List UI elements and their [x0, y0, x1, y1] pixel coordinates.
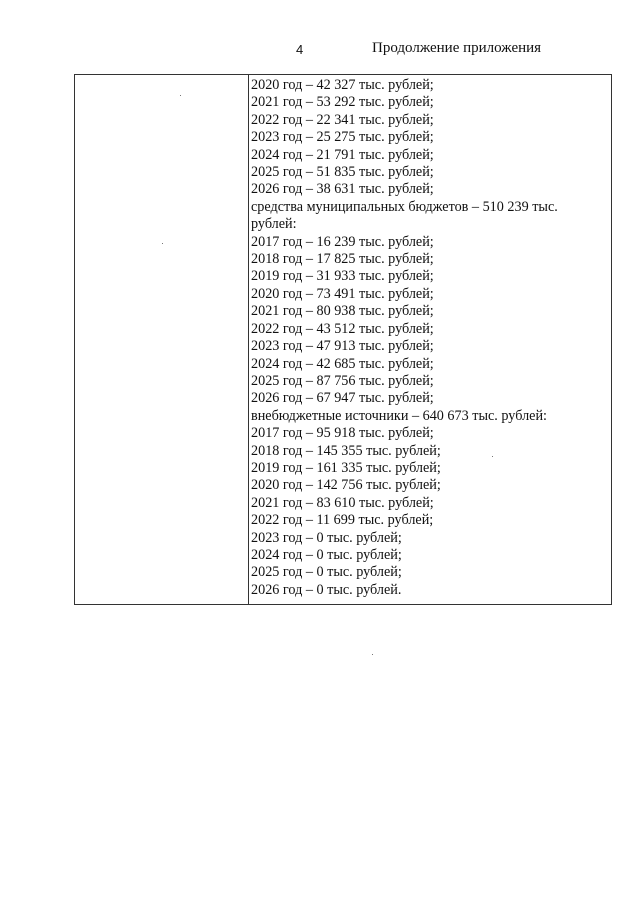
table-line: 2017 год – 16 239 тыс. рублей;: [251, 233, 434, 250]
table-line: 2019 год – 31 933 тыс. рублей;: [251, 268, 434, 285]
table-line: 2023 год – 47 913 тыс. рублей;: [251, 338, 434, 355]
table-line: 2020 год – 142 756 тыс. рублей;: [251, 477, 441, 494]
table-left-cell: [75, 75, 249, 604]
table-line: средства муниципальных бюджетов – 510 239 тыс.: [251, 198, 558, 215]
table-line: 2024 год – 21 791 тыс. рублей;: [251, 146, 434, 163]
table-line: 2021 год – 80 938 тыс. рублей;: [251, 303, 434, 320]
table-line: внебюджетные источники – 640 673 тыс. рублей:: [251, 407, 547, 424]
table-line: 2022 год – 22 341 тыс. рублей;: [251, 111, 434, 128]
table-line: 2025 год – 51 835 тыс. рублей;: [251, 164, 434, 181]
table-line: 2024 год – 0 тыс. рублей;: [251, 546, 402, 563]
table-line: 2019 год – 161 335 тыс. рублей;: [251, 459, 441, 476]
scan-speck: [492, 456, 493, 457]
table-line: 2026 год – 0 тыс. рублей.: [251, 581, 402, 598]
page-number: 4: [296, 42, 304, 57]
table-line: 2026 год – 67 947 тыс. рублей;: [251, 390, 434, 407]
table-line: 2024 год – 42 685 тыс. рублей;: [251, 355, 434, 372]
table-line: 2020 год – 42 327 тыс. рублей;: [251, 77, 434, 93]
table-line: 2025 год – 87 756 тыс. рублей;: [251, 372, 434, 389]
financing-table: [74, 74, 612, 605]
table-line: 2023 год – 0 тыс. рублей;: [251, 529, 402, 546]
scan-speck: [162, 243, 163, 244]
table-line: 2023 год – 25 275 тыс. рублей;: [251, 129, 434, 146]
table-line: рублей:: [251, 216, 297, 233]
scan-speck: [180, 95, 181, 96]
table-line: 2018 год – 17 825 тыс. рублей;: [251, 251, 434, 268]
table-line: 2021 год – 53 292 тыс. рублей;: [251, 94, 434, 111]
table-right-cell: [251, 77, 607, 599]
table-line: 2026 год – 38 631 тыс. рублей;: [251, 181, 434, 198]
table-line: 2018 год – 145 355 тыс. рублей;: [251, 442, 441, 459]
table-line: 2020 год – 73 491 тыс. рублей;: [251, 285, 434, 302]
table-line: 2017 год – 95 918 тыс. рублей;: [251, 425, 434, 442]
continuation-note: Продолжение приложения: [372, 40, 542, 56]
scan-speck: [372, 654, 373, 655]
table-line: 2025 год – 0 тыс. рублей;: [251, 564, 402, 581]
table-line: 2022 год – 43 512 тыс. рублей;: [251, 320, 434, 337]
table-line: 2022 год – 11 699 тыс. рублей;: [251, 512, 434, 529]
table-line: 2021 год – 83 610 тыс. рублей;: [251, 494, 434, 511]
